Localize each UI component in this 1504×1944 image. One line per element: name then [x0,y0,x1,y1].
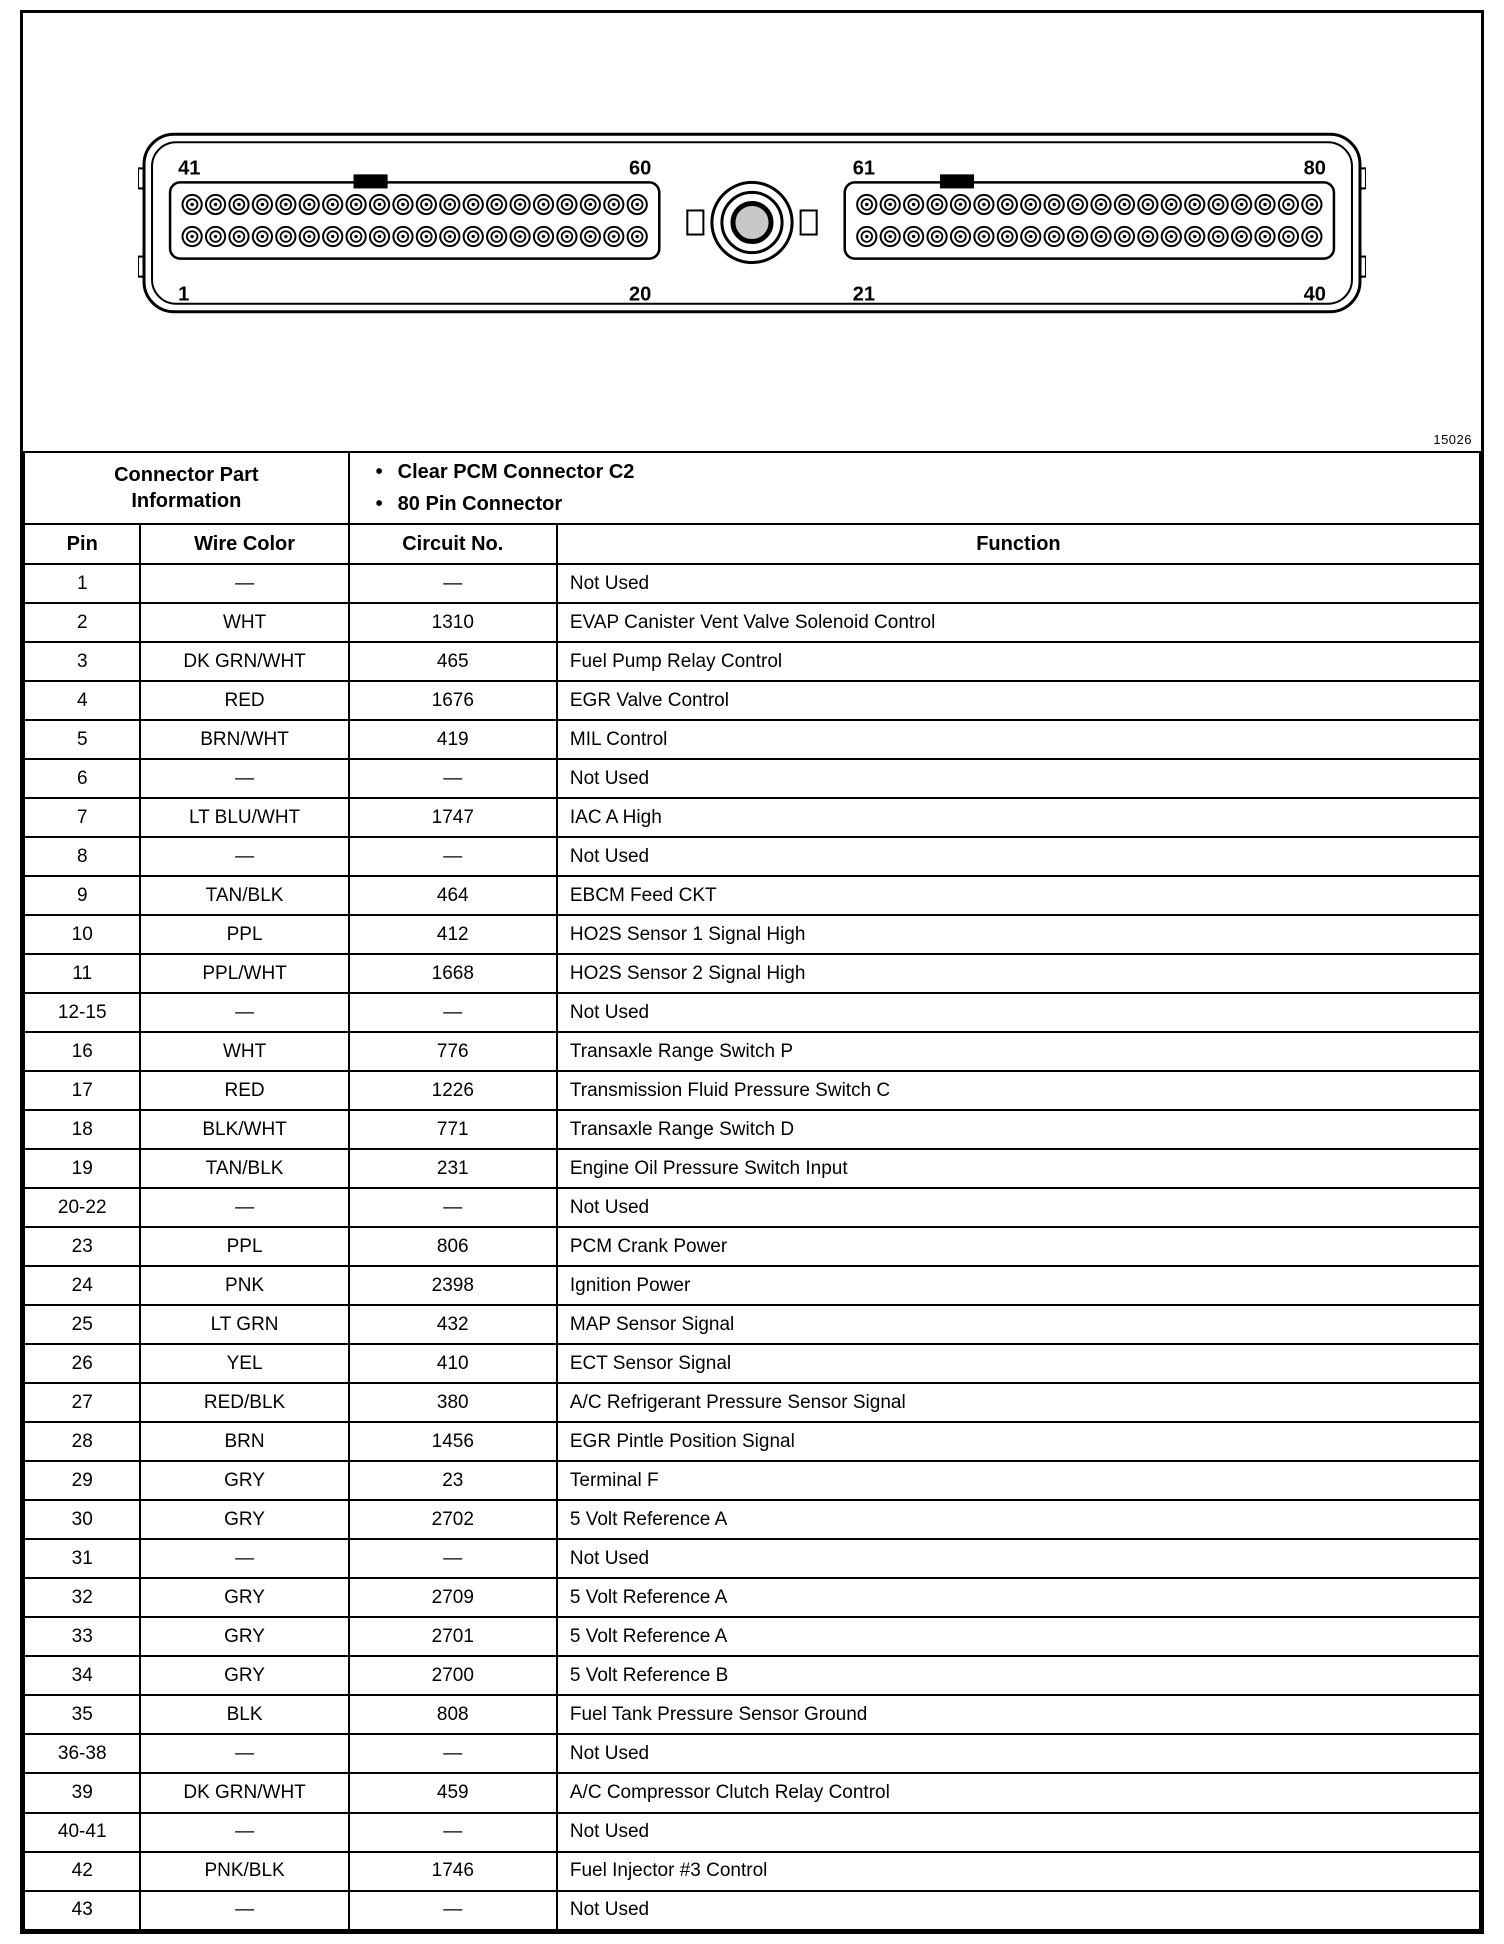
connector-pin [1076,203,1079,206]
table-row [24,1695,1480,1734]
table-title-row [24,452,1480,524]
col-header-wire-color: Wire Color [140,524,348,564]
function-cell: Fuel Tank Pressure Sensor Ground [557,1695,1480,1734]
function-cell: 5 Volt Reference A [557,1500,1480,1539]
connector-pin-count: • 80 Pin Connector [376,488,1478,520]
connector-pin [565,203,568,206]
circuit-no-cell: — [349,759,557,798]
pin-label-top-left-end: 60 [628,157,652,180]
table-row [24,1188,1480,1227]
keyway-left [354,174,388,188]
pin-label-top-left-start: 41 [178,157,201,180]
pin-cell: 16 [24,1032,140,1071]
table-row [24,642,1480,681]
function-cell: Not Used [557,1188,1480,1227]
connector-pin [565,235,568,238]
pin-cell: 8 [24,837,140,876]
pin-cell: 42 [24,1852,140,1891]
pin-cell: 31 [24,1539,140,1578]
table-row [24,720,1480,759]
connector-pin [378,203,381,206]
function-cell: Not Used [557,993,1480,1032]
function-cell: Fuel Pump Relay Control [557,642,1480,681]
connector-pin [636,203,639,206]
function-cell: EBCM Feed CKT [557,876,1480,915]
circuit-no-cell: — [349,1734,557,1773]
function-cell: Not Used [557,1734,1480,1773]
connector-pin [1240,235,1243,238]
part-info-header-cell [24,452,349,524]
table-row [24,1734,1480,1773]
function-cell: Terminal F [557,1461,1480,1500]
function-cell: Not Used [557,837,1480,876]
pin-shroud-left [170,182,659,258]
pin-label-bottom-left-end: 20 [628,283,652,306]
function-cell: A/C Refrigerant Pressure Sensor Signal [557,1383,1480,1422]
connector-pin [1123,235,1126,238]
function-cell: 5 Volt Reference B [557,1656,1480,1695]
wire-color-cell: GRY [140,1461,348,1500]
circuit-no-cell: 2702 [349,1500,557,1539]
connector-pin [1076,235,1079,238]
connector-pin [1310,203,1313,206]
function-cell: A/C Compressor Clutch Relay Control [557,1773,1480,1812]
function-cell: IAC A High [557,798,1480,837]
pin-cell: 24 [24,1266,140,1305]
connector-pin [865,235,868,238]
wire-color-cell: BLK/WHT [140,1110,348,1149]
circuit-no-cell: 380 [349,1383,557,1422]
connector-pin [331,235,334,238]
connector-pin [472,235,475,238]
table-row [24,1539,1480,1578]
table-row [24,681,1480,720]
connector-pin [354,235,357,238]
circuit-no-cell: — [349,1891,557,1930]
circuit-no-cell: 1226 [349,1071,557,1110]
pcm-connector-diagram [138,129,1366,317]
connector-diagram-area [23,13,1481,451]
circuit-no-cell: — [349,564,557,603]
mounting-bolt-hole [733,203,771,241]
pin-cell: 25 [24,1305,140,1344]
table-row [24,1422,1480,1461]
wire-color-cell: LT GRN [140,1305,348,1344]
connector-pin [589,203,592,206]
keyway-right [940,174,974,188]
function-cell: EGR Pintle Position Signal [557,1422,1480,1461]
wire-color-cell: YEL [140,1344,348,1383]
table-row [24,993,1480,1032]
col-header-pin: Pin [24,524,140,564]
circuit-no-cell: — [349,837,557,876]
function-cell: Transmission Fluid Pressure Switch C [557,1071,1480,1110]
pin-cell: 33 [24,1617,140,1656]
circuit-no-cell: 808 [349,1695,557,1734]
connector-pin [401,203,404,206]
circuit-no-cell: 2701 [349,1617,557,1656]
circuit-no-cell: 1668 [349,954,557,993]
table-row [24,1344,1480,1383]
connector-pin [912,235,915,238]
function-cell: 5 Volt Reference A [557,1578,1480,1617]
connector-pin [1216,203,1219,206]
circuit-no-cell: 2398 [349,1266,557,1305]
connector-pin [190,235,193,238]
connector-pin [425,235,428,238]
pin-label-top-right-end: 80 [1303,157,1326,180]
wire-color-cell: BRN [140,1422,348,1461]
pin-cell: 43 [24,1891,140,1930]
pin-cell: 39 [24,1773,140,1812]
connector-pin [214,235,217,238]
table-row [24,1578,1480,1617]
connector-pin [331,203,334,206]
circuit-no-cell: 806 [349,1227,557,1266]
function-cell: Not Used [557,1891,1480,1930]
wire-color-cell: GRY [140,1617,348,1656]
table-row [24,1071,1480,1110]
function-cell: Engine Oil Pressure Switch Input [557,1149,1480,1188]
connector-pin [589,235,592,238]
pin-label-bottom-right-end: 40 [1303,283,1326,306]
wire-color-cell: TAN/BLK [140,876,348,915]
pin-cell: 6 [24,759,140,798]
pin-cell: 32 [24,1578,140,1617]
function-cell: ECT Sensor Signal [557,1344,1480,1383]
function-cell: Transaxle Range Switch P [557,1032,1480,1071]
circuit-no-cell: 459 [349,1773,557,1812]
connector-pin [636,235,639,238]
circuit-no-cell: 464 [349,876,557,915]
connector-pin [1146,203,1149,206]
table-row [24,1305,1480,1344]
circuit-no-cell: 771 [349,1110,557,1149]
connector-pin [1193,235,1196,238]
connector-pin [495,203,498,206]
wire-color-cell: — [140,1813,348,1852]
wire-color-cell: PPL/WHT [140,954,348,993]
pin-cell: 26 [24,1344,140,1383]
table-row [24,1813,1480,1852]
wire-color-cell: BLK [140,1695,348,1734]
connector-pin [1052,235,1055,238]
circuit-no-cell: 410 [349,1344,557,1383]
connector-pin [912,203,915,206]
connector-pin [889,235,892,238]
circuit-no-cell: 1747 [349,798,557,837]
function-cell: Not Used [557,1539,1480,1578]
function-cell: HO2S Sensor 2 Signal High [557,954,1480,993]
connector-pin [1263,203,1266,206]
pin-cell: 4 [24,681,140,720]
pin-cell: 36-38 [24,1734,140,1773]
wire-color-cell: GRY [140,1578,348,1617]
connector-pin [1287,235,1290,238]
table-row [24,564,1480,603]
wire-color-cell: PPL [140,915,348,954]
pin-cell: 5 [24,720,140,759]
table-row [24,759,1480,798]
connector-pin [308,235,311,238]
table-row [24,1656,1480,1695]
pin-label-top-right-start: 61 [852,157,876,180]
pin-shroud-right [845,182,1334,258]
wire-color-cell: DK GRN/WHT [140,642,348,681]
wire-color-cell: — [140,759,348,798]
connector-pin [190,203,193,206]
connector-pin [1146,235,1149,238]
center-tab-right [801,210,817,234]
connector-pin [425,203,428,206]
connector-pin [1193,203,1196,206]
part-info-title: Connector Part Information [114,464,259,512]
table-row [24,915,1480,954]
pin-cell: 28 [24,1422,140,1461]
circuit-no-cell: 465 [349,642,557,681]
connector-pin [865,203,868,206]
center-tab-left [687,210,703,234]
connector-pin [982,203,985,206]
connector-pin [982,235,985,238]
pin-cell: 2 [24,603,140,642]
table-row [24,1266,1480,1305]
circuit-no-cell: 1746 [349,1852,557,1891]
connector-pin [542,203,545,206]
pin-cell: 1 [24,564,140,603]
wire-color-cell: GRY [140,1656,348,1695]
connector-pin [284,235,287,238]
connector-pin [261,203,264,206]
wire-color-cell: PNK/BLK [140,1852,348,1891]
pin-cell: 27 [24,1383,140,1422]
wire-color-cell: LT BLU/WHT [140,798,348,837]
connector-pin [959,203,962,206]
wire-color-cell: — [140,993,348,1032]
circuit-no-cell: 2709 [349,1578,557,1617]
column-header-row [24,524,1480,564]
connector-pin [472,203,475,206]
connector-pin [214,203,217,206]
connector-pin [612,203,615,206]
table-row [24,798,1480,837]
table-row [24,876,1480,915]
connector-pin [1263,235,1266,238]
table-row [24,1227,1480,1266]
wire-color-cell: PPL [140,1227,348,1266]
pin-cell: 12-15 [24,993,140,1032]
circuit-no-cell: 419 [349,720,557,759]
pin-cell: 10 [24,915,140,954]
table-row [24,1617,1480,1656]
pin-cell: 7 [24,798,140,837]
pin-cell: 34 [24,1656,140,1695]
table-row [24,1110,1480,1149]
connector-pin [1170,235,1173,238]
connector-pin [378,235,381,238]
table-row [24,1500,1480,1539]
circuit-no-cell: 2700 [349,1656,557,1695]
table-row [24,1032,1480,1071]
pin-cell: 40-41 [24,1813,140,1852]
function-cell: Not Used [557,1813,1480,1852]
col-header-function: Function [557,524,1480,564]
function-cell: Not Used [557,564,1480,603]
connector-pin [518,203,521,206]
page-frame [20,10,1484,1934]
function-cell: HO2S Sensor 1 Signal High [557,915,1480,954]
pin-cell: 29 [24,1461,140,1500]
function-cell: MIL Control [557,720,1480,759]
pin-cell: 19 [24,1149,140,1188]
pin-cell: 17 [24,1071,140,1110]
pin-cell: 18 [24,1110,140,1149]
function-cell: PCM Crank Power [557,1227,1480,1266]
connector-pin [1310,235,1313,238]
connector-pin [1029,203,1032,206]
circuit-no-cell: 231 [349,1149,557,1188]
table-row [24,954,1480,993]
connector-pin [542,235,545,238]
wire-color-cell: BRN/WHT [140,720,348,759]
connector-pin [1006,235,1009,238]
table-row [24,1891,1480,1930]
connector-pin [1029,235,1032,238]
circuit-no-cell: 1310 [349,603,557,642]
wire-color-cell: WHT [140,1032,348,1071]
pin-cell: 3 [24,642,140,681]
connector-pin [308,203,311,206]
connector-pin [401,235,404,238]
wire-color-cell: — [140,564,348,603]
pin-cell: 35 [24,1695,140,1734]
connector-pin [495,235,498,238]
connector-pin [1216,235,1219,238]
table-row [24,1773,1480,1812]
connector-name: • Clear PCM Connector C2 [376,456,1478,488]
connector-pin [237,235,240,238]
wire-color-cell: RED [140,1071,348,1110]
connector-pin [1170,203,1173,206]
connector-pin [1052,203,1055,206]
function-cell: EGR Valve Control [557,681,1480,720]
circuit-no-cell: — [349,993,557,1032]
wire-color-cell: — [140,1188,348,1227]
wire-color-cell: DK GRN/WHT [140,1773,348,1812]
circuit-no-cell: 776 [349,1032,557,1071]
table-row [24,1852,1480,1891]
pin-table-body [24,564,1480,1930]
connector-pin [935,203,938,206]
function-cell: 5 Volt Reference A [557,1617,1480,1656]
figure-number: 15026 [1433,432,1472,447]
pin-cell: 30 [24,1500,140,1539]
function-cell: Not Used [557,759,1480,798]
function-cell: MAP Sensor Signal [557,1305,1480,1344]
connector-pin [518,235,521,238]
wire-color-cell: — [140,1734,348,1773]
function-cell: Fuel Injector #3 Control [557,1852,1480,1891]
circuit-no-cell: 412 [349,915,557,954]
wire-color-cell: — [140,1891,348,1930]
connector-pin [612,235,615,238]
connector-pin [1240,203,1243,206]
connector-pin [354,203,357,206]
pin-cell: 9 [24,876,140,915]
connector-pin [1287,203,1290,206]
connector-description-cell [349,452,1480,524]
table-row [24,837,1480,876]
circuit-no-cell: 23 [349,1461,557,1500]
pin-label-bottom-right-start: 21 [852,283,876,306]
circuit-no-cell: — [349,1813,557,1852]
connector-pinout-table [23,451,1481,1931]
wire-color-cell: RED/BLK [140,1383,348,1422]
wire-color-cell: WHT [140,603,348,642]
connector-pin [448,203,451,206]
function-cell: EVAP Canister Vent Valve Solenoid Control [557,603,1480,642]
circuit-no-cell: 1676 [349,681,557,720]
table-row [24,1383,1480,1422]
table-row [24,1149,1480,1188]
connector-pin [889,203,892,206]
function-cell: Transaxle Range Switch D [557,1110,1480,1149]
circuit-no-cell: 1456 [349,1422,557,1461]
connector-pin [935,235,938,238]
wire-color-cell: — [140,837,348,876]
connector-pin [237,203,240,206]
pin-cell: 23 [24,1227,140,1266]
wire-color-cell: TAN/BLK [140,1149,348,1188]
circuit-no-cell: — [349,1188,557,1227]
connector-pin [1099,203,1102,206]
col-header-circuit-no: Circuit No. [349,524,557,564]
table-row [24,603,1480,642]
wire-color-cell: PNK [140,1266,348,1305]
connector-pin [959,235,962,238]
pin-label-bottom-left-start: 1 [178,283,190,306]
pin-cell: 11 [24,954,140,993]
wire-color-cell: RED [140,681,348,720]
connector-pin [1123,203,1126,206]
function-cell: Ignition Power [557,1266,1480,1305]
connector-pin [1006,203,1009,206]
connector-pin [1099,235,1102,238]
circuit-no-cell: 432 [349,1305,557,1344]
connector-pin [284,203,287,206]
connector-pin [448,235,451,238]
table-row [24,1461,1480,1500]
connector-pin [261,235,264,238]
circuit-no-cell: — [349,1539,557,1578]
wire-color-cell: — [140,1539,348,1578]
wire-color-cell: GRY [140,1500,348,1539]
pin-cell: 20-22 [24,1188,140,1227]
